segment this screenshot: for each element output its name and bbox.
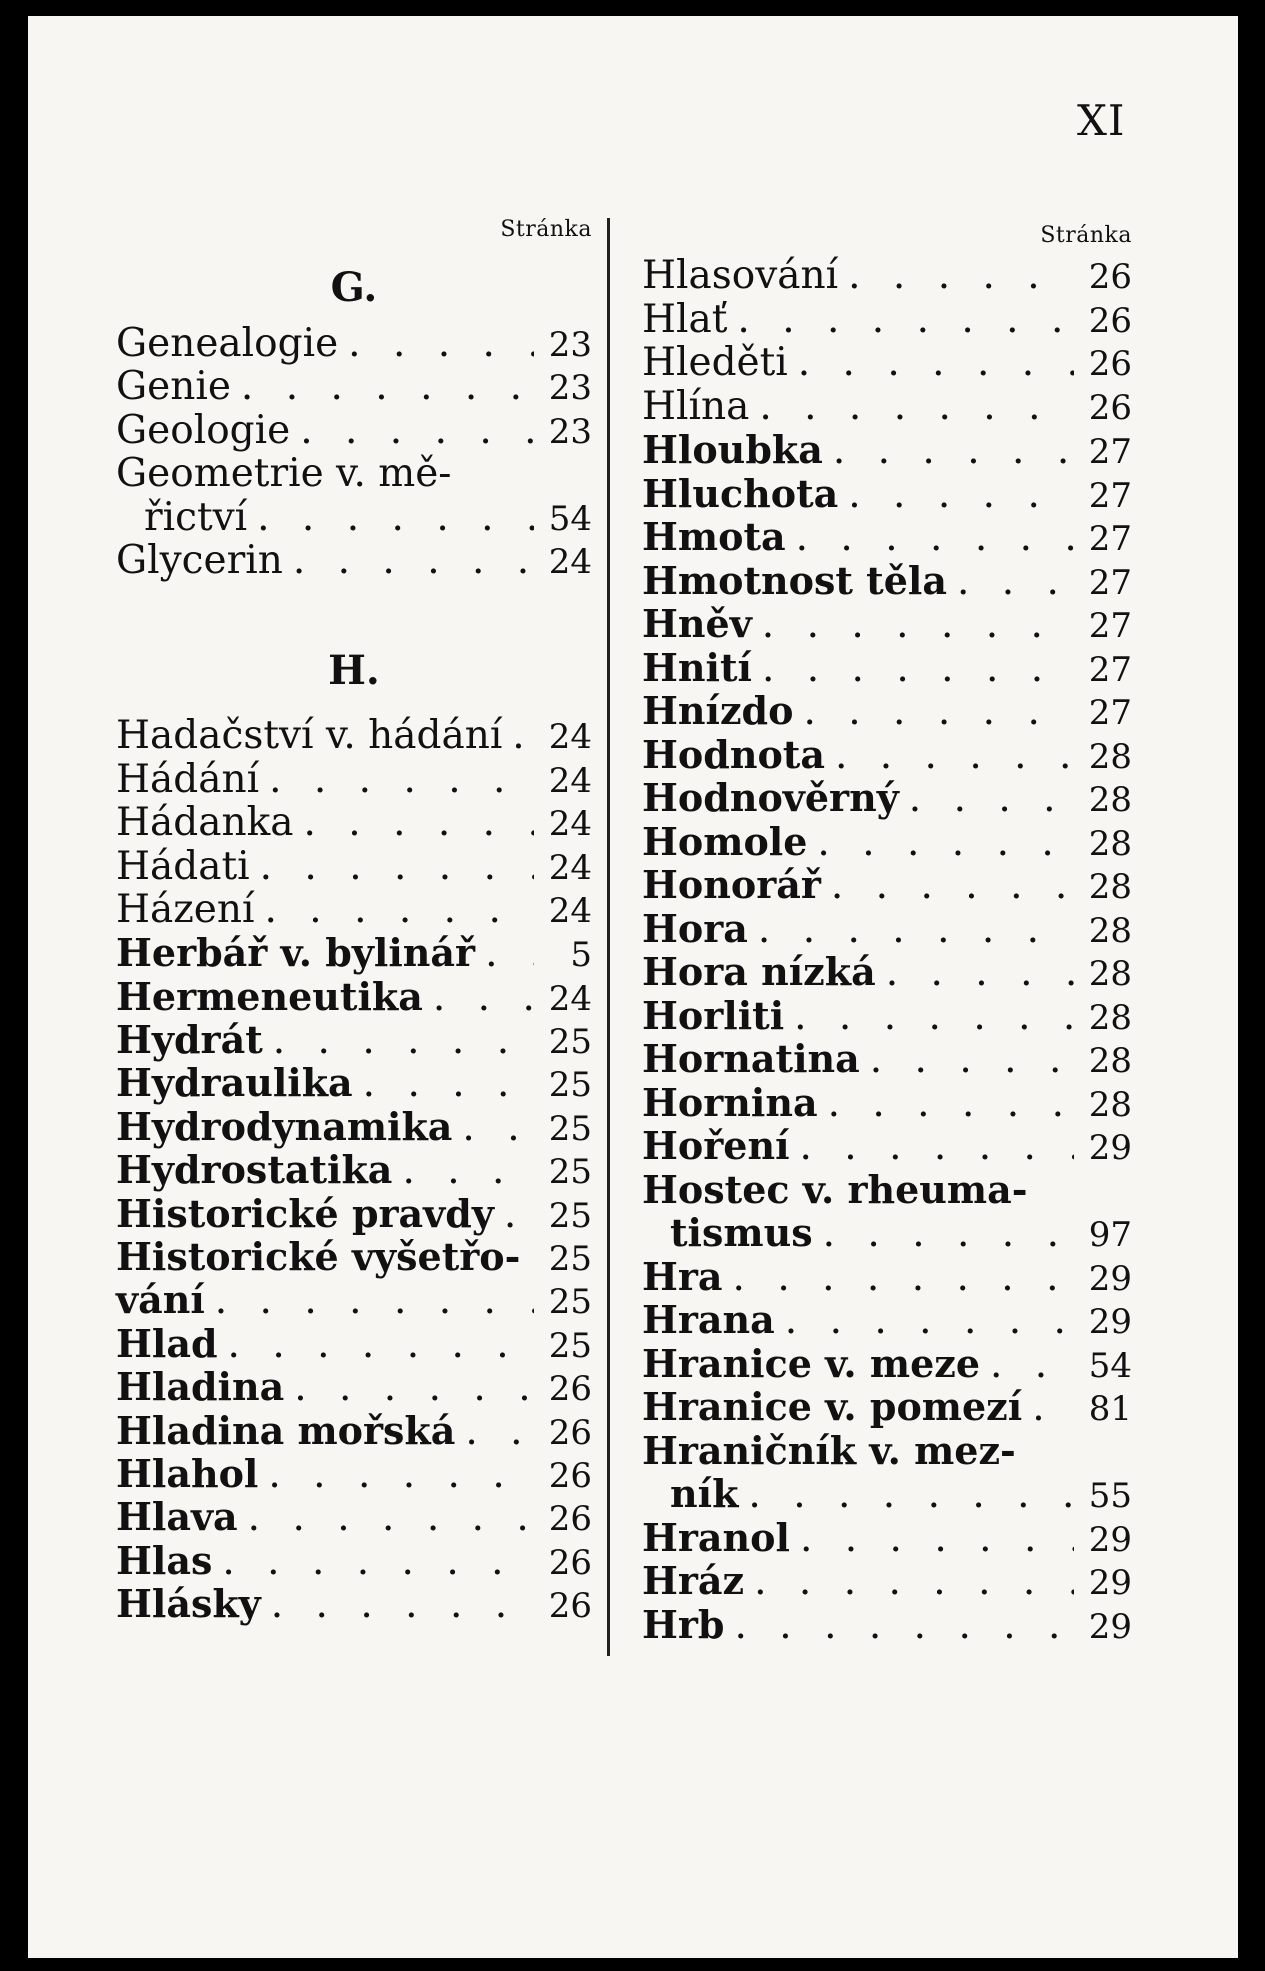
index-term: Hornatina <box>642 1036 860 1081</box>
index-entry <box>116 1495 592 1538</box>
index-term: Hádanka <box>116 800 294 846</box>
index-term: Hádati <box>116 843 250 889</box>
index-list-h-continued <box>642 254 1132 1646</box>
index-term: Hodnověrný <box>642 775 899 820</box>
index-entry <box>642 994 1132 1038</box>
index-entry <box>116 801 592 844</box>
index-entry <box>642 385 1132 429</box>
index-term: vání <box>116 1277 205 1323</box>
page-reference: 28 <box>1088 780 1132 820</box>
index-entry <box>116 1061 592 1104</box>
index-entry <box>642 1342 1132 1386</box>
section-spacer <box>116 582 592 628</box>
index-entry <box>642 428 1132 472</box>
dot-leader <box>353 1062 534 1105</box>
page-reference: 28 <box>1088 910 1132 951</box>
index-term: Hadačství v. hádání <box>116 713 503 759</box>
page-reference: 29 <box>1088 1519 1132 1560</box>
dot-leader <box>727 298 1074 342</box>
dot-leader <box>494 1193 534 1236</box>
dot-leader <box>452 1106 534 1149</box>
index-entry <box>642 863 1132 907</box>
dot-leader <box>748 908 1074 952</box>
index-term: Házení <box>116 886 255 932</box>
section-heading-g: G. <box>330 264 378 311</box>
page-reference: 54 <box>548 498 592 539</box>
page-reference: 24 <box>548 717 592 758</box>
index-term: Hmota <box>642 514 786 559</box>
index-term: Hmotnost těla <box>642 557 947 603</box>
dot-leader <box>818 1082 1074 1126</box>
dot-leader <box>775 1299 1074 1343</box>
index-entry <box>642 1472 1132 1516</box>
dot-leader <box>823 429 1074 473</box>
index-term: Herbář v. bylinář <box>116 930 476 976</box>
page-reference: 26 <box>548 1369 592 1410</box>
dot-leader <box>231 365 534 408</box>
dot-leader <box>238 1496 534 1539</box>
page-reference: 55 <box>1088 1476 1132 1516</box>
index-entry <box>116 1365 592 1408</box>
index-term: Hádání <box>116 756 260 802</box>
dot-leader <box>212 1540 534 1583</box>
dot-leader <box>752 647 1074 691</box>
index-entry <box>642 254 1132 298</box>
dot-leader <box>1022 1386 1074 1430</box>
index-entry <box>642 1037 1132 1081</box>
index-entry <box>642 1429 1132 1473</box>
index-term: Hrana <box>642 1297 775 1342</box>
index-term: Hleděti <box>642 340 788 385</box>
dot-leader <box>258 1453 534 1496</box>
index-term: Hostec v. rheuma- <box>642 1166 1028 1212</box>
page-reference: 29 <box>1088 1563 1132 1603</box>
book-page <box>28 16 1238 1958</box>
index-entry <box>642 907 1132 951</box>
dot-leader <box>218 1323 534 1366</box>
dot-leader <box>290 409 534 452</box>
index-term: Hranice v. pomezí <box>642 1384 1023 1429</box>
page-reference: 29 <box>1088 1606 1132 1647</box>
column-divider <box>607 218 610 1656</box>
index-entry <box>642 1559 1132 1603</box>
index-entry <box>642 1255 1132 1299</box>
page-reference: 28 <box>1088 1084 1132 1125</box>
right-column-header: Stránka <box>1040 223 1132 248</box>
page-reference: 24 <box>548 890 592 931</box>
right-column <box>642 206 1132 1646</box>
page-reference: 26 <box>548 1586 592 1627</box>
page-reference: 29 <box>1088 1258 1132 1299</box>
index-entry <box>642 1081 1132 1125</box>
index-term: Hlať <box>642 296 728 342</box>
dot-leader <box>790 1517 1074 1561</box>
index-entry <box>116 888 592 931</box>
index-term: Hranice v. meze <box>642 1340 981 1386</box>
index-term: Hlásky <box>116 1581 261 1627</box>
dot-leader <box>784 995 1074 1039</box>
left-column <box>116 206 592 1626</box>
dot-leader <box>821 864 1074 908</box>
dot-leader <box>752 603 1074 647</box>
index-entry <box>642 733 1132 777</box>
dot-leader <box>723 1256 1074 1300</box>
index-term: ník <box>670 1471 739 1516</box>
index-term: Hrb <box>642 1601 725 1647</box>
index-entry <box>642 646 1132 690</box>
page-reference: 26 <box>548 1542 592 1583</box>
index-list-g <box>116 322 592 582</box>
index-entry <box>116 365 592 408</box>
page-reference: 5 <box>570 935 592 976</box>
page-reference: 25 <box>548 1152 592 1193</box>
index-entry <box>116 758 592 801</box>
index-term: Hydrostatika <box>116 1147 393 1193</box>
index-entry <box>642 1603 1132 1647</box>
page-reference: 27 <box>1088 606 1132 646</box>
index-entry <box>116 1322 592 1365</box>
index-term: Hranol <box>642 1514 790 1560</box>
index-term: Genealogie <box>116 321 339 366</box>
index-entry <box>642 689 1132 733</box>
page-reference: 24 <box>548 541 592 582</box>
index-term: Hraničník v. mez- <box>642 1427 1016 1473</box>
dot-leader <box>860 1038 1074 1082</box>
dot-leader <box>807 821 1074 865</box>
page-reference: 25 <box>548 1065 592 1106</box>
index-entry <box>116 409 592 452</box>
index-entry <box>642 298 1132 342</box>
page-reference: 29 <box>1088 1302 1132 1342</box>
index-entry <box>116 1192 592 1235</box>
index-term: Hladina <box>116 1364 285 1410</box>
dot-leader <box>876 951 1074 995</box>
index-term: Historické pravdy <box>116 1190 494 1236</box>
index-entry <box>642 1298 1132 1342</box>
index-entry <box>642 1516 1132 1560</box>
page-reference: 23 <box>548 411 592 452</box>
index-term: Hydrodynamika <box>116 1103 453 1149</box>
index-term: Horliti <box>642 992 785 1038</box>
index-term: Hráz <box>642 1558 745 1603</box>
page-reference: 27 <box>1088 649 1132 690</box>
page-reference: 28 <box>1088 997 1132 1038</box>
page-reference: 25 <box>548 1282 592 1323</box>
index-entry <box>642 950 1132 994</box>
index-list-h <box>116 714 592 1625</box>
dot-leader <box>254 888 534 931</box>
index-entry <box>642 341 1132 385</box>
index-term: Hněv <box>642 601 752 646</box>
index-term: Honorář <box>642 862 821 907</box>
dot-leader <box>250 845 534 888</box>
page-reference: 28 <box>1088 736 1132 777</box>
page-reference: 27 <box>1088 693 1132 733</box>
index-entry <box>116 1148 592 1191</box>
index-entry <box>116 975 592 1018</box>
dot-leader <box>263 1019 534 1062</box>
index-entry <box>116 714 592 757</box>
dot-leader <box>788 341 1074 385</box>
page-reference: 23 <box>548 368 592 409</box>
dot-leader <box>980 1343 1074 1387</box>
index-term: Hnízdo <box>642 688 794 733</box>
index-term: Hora <box>642 905 748 951</box>
page-reference: 25 <box>548 1195 592 1236</box>
index-term: Homole <box>642 818 808 864</box>
page-reference: 26 <box>548 1455 592 1496</box>
page-reference: 26 <box>548 1499 592 1540</box>
index-term: Hlad <box>116 1320 218 1366</box>
dot-leader <box>455 1410 534 1453</box>
dot-leader <box>475 932 534 975</box>
index-term: Geometrie v. mě- <box>116 451 452 497</box>
page-reference: 81 <box>1088 1389 1132 1429</box>
page-reference: 24 <box>548 804 592 845</box>
index-term: Genie <box>116 364 231 410</box>
page-reference: 29 <box>1088 1128 1132 1168</box>
page-reference: 28 <box>1088 954 1132 994</box>
index-entry <box>642 559 1132 603</box>
index-term: Hnití <box>642 644 752 690</box>
index-entry <box>116 1235 592 1278</box>
index-term: Hlahol <box>116 1450 259 1496</box>
index-term: Hornina <box>642 1079 818 1125</box>
dot-leader <box>813 1212 1074 1256</box>
index-term: Hydraulika <box>116 1060 353 1106</box>
index-entry <box>642 472 1132 516</box>
dot-leader <box>738 1473 1074 1517</box>
dot-leader <box>899 777 1074 821</box>
dot-leader <box>786 516 1074 560</box>
page-reference: 27 <box>1088 475 1132 516</box>
index-term: Geologie <box>116 407 291 453</box>
index-entry <box>116 496 592 539</box>
dot-leader <box>790 1125 1074 1169</box>
index-entry <box>116 845 592 888</box>
dot-leader <box>284 1366 534 1409</box>
page-reference: 26 <box>1088 387 1132 428</box>
dot-leader <box>838 254 1074 298</box>
index-term: Hoření <box>642 1123 790 1168</box>
dot-leader <box>825 734 1074 778</box>
index-entry <box>642 820 1132 864</box>
dot-leader <box>725 1604 1075 1648</box>
page-reference: 25 <box>548 1325 592 1366</box>
index-entry <box>116 539 592 582</box>
page-reference: 23 <box>548 325 592 365</box>
page-reference: 54 <box>1088 1345 1132 1386</box>
dot-leader <box>947 560 1074 604</box>
dot-leader <box>293 801 534 844</box>
dot-leader <box>261 1583 534 1626</box>
dot-leader <box>205 1279 534 1322</box>
index-term: Hodnota <box>642 731 825 777</box>
dot-leader <box>423 976 534 1019</box>
index-term: Hloubka <box>642 427 823 472</box>
index-term: Hermeneutika <box>116 973 423 1019</box>
page-reference: 25 <box>548 1239 592 1280</box>
index-entry <box>116 931 592 974</box>
dot-leader <box>283 539 534 582</box>
index-entry <box>116 322 592 365</box>
page-reference: 27 <box>1088 519 1132 559</box>
index-entry <box>116 1105 592 1148</box>
index-entry <box>116 1452 592 1495</box>
page-reference: 26 <box>1088 344 1132 384</box>
dot-leader <box>259 758 534 801</box>
index-entry <box>642 602 1132 646</box>
dot-leader <box>520 1236 534 1279</box>
left-column-header: Stránka <box>500 217 592 242</box>
page-reference: 26 <box>1088 300 1132 341</box>
page-reference: 27 <box>1088 562 1132 603</box>
dot-leader <box>247 496 534 539</box>
dot-leader <box>338 322 534 365</box>
dot-leader <box>392 1149 534 1192</box>
index-entry <box>116 1409 592 1452</box>
page-reference: 24 <box>548 760 592 801</box>
index-entry <box>642 1124 1132 1168</box>
index-term: Hladina mořská <box>116 1407 456 1453</box>
index-entry <box>642 1168 1132 1212</box>
page-reference: 24 <box>548 978 592 1019</box>
page-reference: 25 <box>548 1022 592 1063</box>
index-entry <box>116 1582 592 1625</box>
index-term: Hydrát <box>116 1017 263 1063</box>
dot-leader <box>749 385 1074 429</box>
index-term: Hra <box>642 1253 723 1299</box>
index-entry <box>642 776 1132 820</box>
index-term: Hluchota <box>642 470 839 516</box>
page-reference: 25 <box>548 1108 592 1149</box>
index-entry <box>116 1018 592 1061</box>
index-term: Hlava <box>116 1494 238 1540</box>
index-term: Historické vyšetřo- <box>116 1234 521 1280</box>
index-entry <box>116 452 592 495</box>
index-term: Hlas <box>116 1537 213 1583</box>
dot-leader <box>838 473 1074 517</box>
page-number: XI <box>1077 96 1126 145</box>
page-reference: 27 <box>1088 432 1132 472</box>
page-reference: 26 <box>1088 257 1132 297</box>
page-reference: 97 <box>1088 1215 1132 1255</box>
dot-leader <box>502 714 534 757</box>
page-reference: 28 <box>1088 867 1132 907</box>
index-term: Hora nízká <box>642 949 876 994</box>
index-entry <box>642 515 1132 559</box>
page-reference: 26 <box>548 1412 592 1453</box>
index-entry <box>116 1539 592 1582</box>
index-term: tismus <box>670 1210 813 1255</box>
index-term: Glycerin <box>116 537 283 583</box>
page-reference: 28 <box>1088 823 1132 864</box>
index-term: Hlasování <box>642 253 839 298</box>
section-heading-h: H. <box>328 647 380 695</box>
index-entry <box>642 1211 1132 1255</box>
page-reference: 24 <box>548 847 592 888</box>
index-term: Hlína <box>642 383 750 429</box>
page-reference: 28 <box>1088 1041 1132 1081</box>
dot-leader <box>744 1560 1074 1604</box>
index-entry <box>116 1278 592 1321</box>
index-entry <box>642 1385 1132 1429</box>
index-term: řictví <box>144 494 248 540</box>
dot-leader <box>793 690 1074 734</box>
